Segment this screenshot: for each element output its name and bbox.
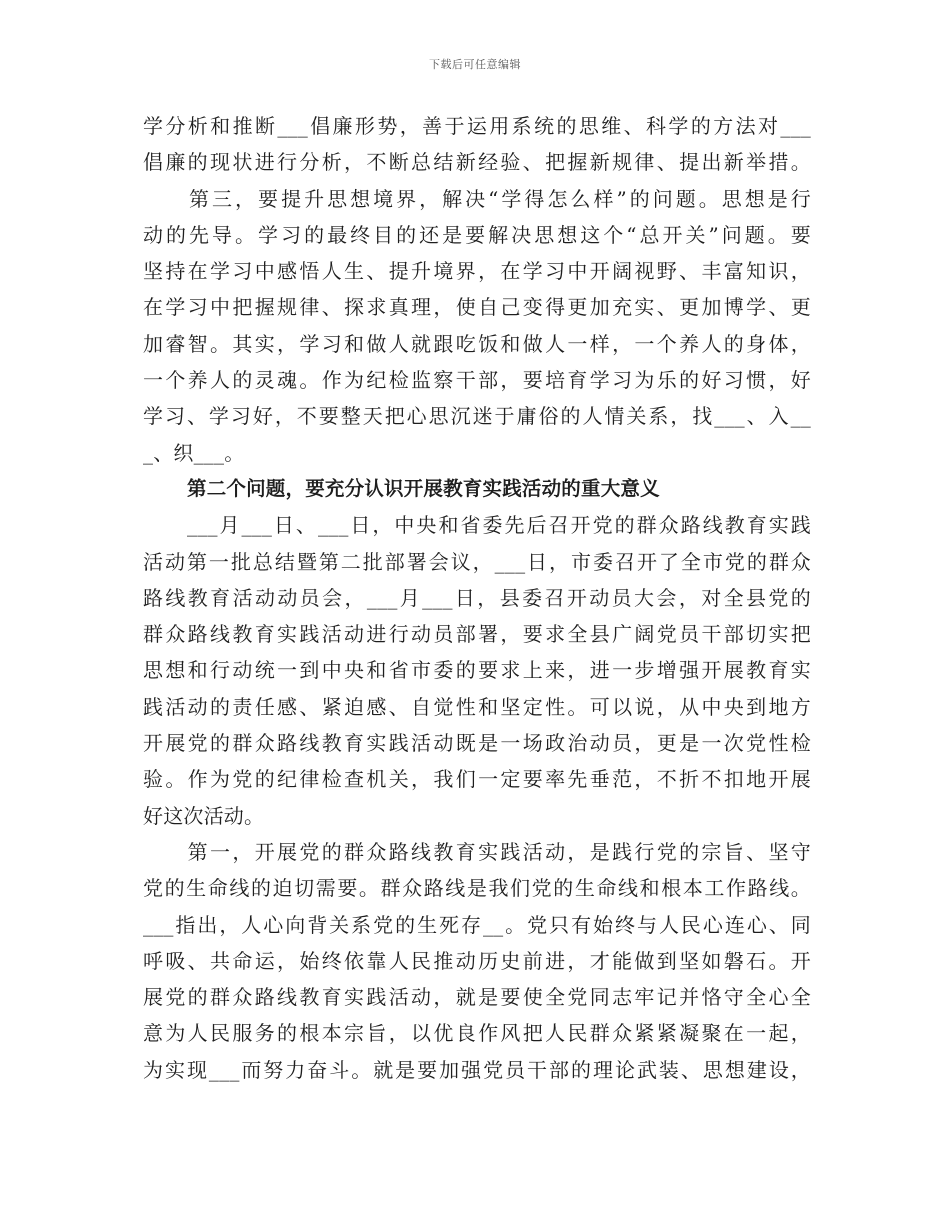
page-header: 下载后可任意编辑: [429, 58, 521, 71]
text-line: 展党的群众路线教育实践活动，就是要使全党同志牢记并恪守全心全: [143, 985, 811, 1010]
text-line: 好这次活动。: [143, 803, 265, 828]
text-line: 呼吸、共命运，始终依靠人民推动历史前进，才能做到坚如磐石。开: [143, 948, 811, 973]
text-line: 意为人民服务的根本宗旨，以优良作风把人民群众紧紧凝聚在一起，: [143, 1021, 811, 1046]
text-line: 学分析和推断___倡廉形势，善于运用系统的思维、科学的方法对___: [143, 114, 811, 138]
text-line: 路线教育活动动员会，___月___日，县委召开动员大会，对全县党的: [143, 585, 811, 610]
text-line: _、织___。: [143, 440, 245, 465]
text-line: 为实现___而努力奋斗。就是要加强党员干部的理论武装、思想建设，: [143, 1057, 811, 1082]
text-line: 群众路线教育实践活动进行动员部署，要求全县广阔党员干部切实把: [143, 622, 811, 647]
text-line: 一个养人的灵魂。作为纪检监察干部，要培育学习为乐的好习惯，好: [143, 368, 811, 393]
text-line: ___指出，人心向背关系党的生死存__。党只有始终与人民心连心、同: [143, 912, 811, 937]
text-line: 在学习中把握规律、探求真理，使自己变得更加充实、更加博学、更: [143, 295, 811, 320]
text-line: 活动第一批总结暨第二批部署会议，___日，市委召开了全市党的群众: [143, 549, 811, 574]
text-line: ___月___日、___日，中央和省委先后召开党的群众路线教育实践: [143, 513, 811, 538]
text-line: 动的先导。学习的最终目的还是要解决思想这个“总开关”问题。要: [143, 222, 811, 247]
text-line: 党的生命线的迫切需要。群众路线是我们党的生命线和根本工作路线。: [143, 876, 811, 901]
document-body: [143, 108, 811, 1088]
text-line: 倡廉的现状进行分析，不断总结新经验、把握新规律、提出新举措。: [143, 150, 811, 175]
text-line: 思想和行动统一到中央和省市委的要求上来，进一步增强开展教育实: [143, 658, 811, 683]
text-line: 第三，要提升思想境界，解决“学得怎么样”的问题。思想是行: [143, 186, 811, 211]
text-line: 践活动的责任感、紧迫感、自觉性和坚定性。可以说，从中央到地方: [143, 694, 811, 719]
text-line: 验。作为党的纪律检查机关，我们一定要率先垂范，不折不扣地开展: [143, 767, 811, 792]
text-line: 第一，开展党的群众路线教育实践活动，是践行党的宗旨、坚守: [143, 839, 811, 864]
text-line: 开展党的群众路线教育实践活动既是一场政治动员，更是一次党性检: [143, 731, 811, 756]
text-line: 坚持在学习中感悟人生、提升境界，在学习中开阔视野、丰富知识，: [143, 259, 811, 284]
section-heading: 第二个问题，要充分认识开展教育实践活动的重大意义: [187, 476, 660, 500]
text-line: 学习、学习好，不要整天把心思沉迷于庸俗的人情关系，找___、入__: [143, 404, 811, 429]
text-line: 加睿智。其实，学习和做人就跟吃饭和做人一样，一个养人的身体，: [143, 331, 811, 356]
